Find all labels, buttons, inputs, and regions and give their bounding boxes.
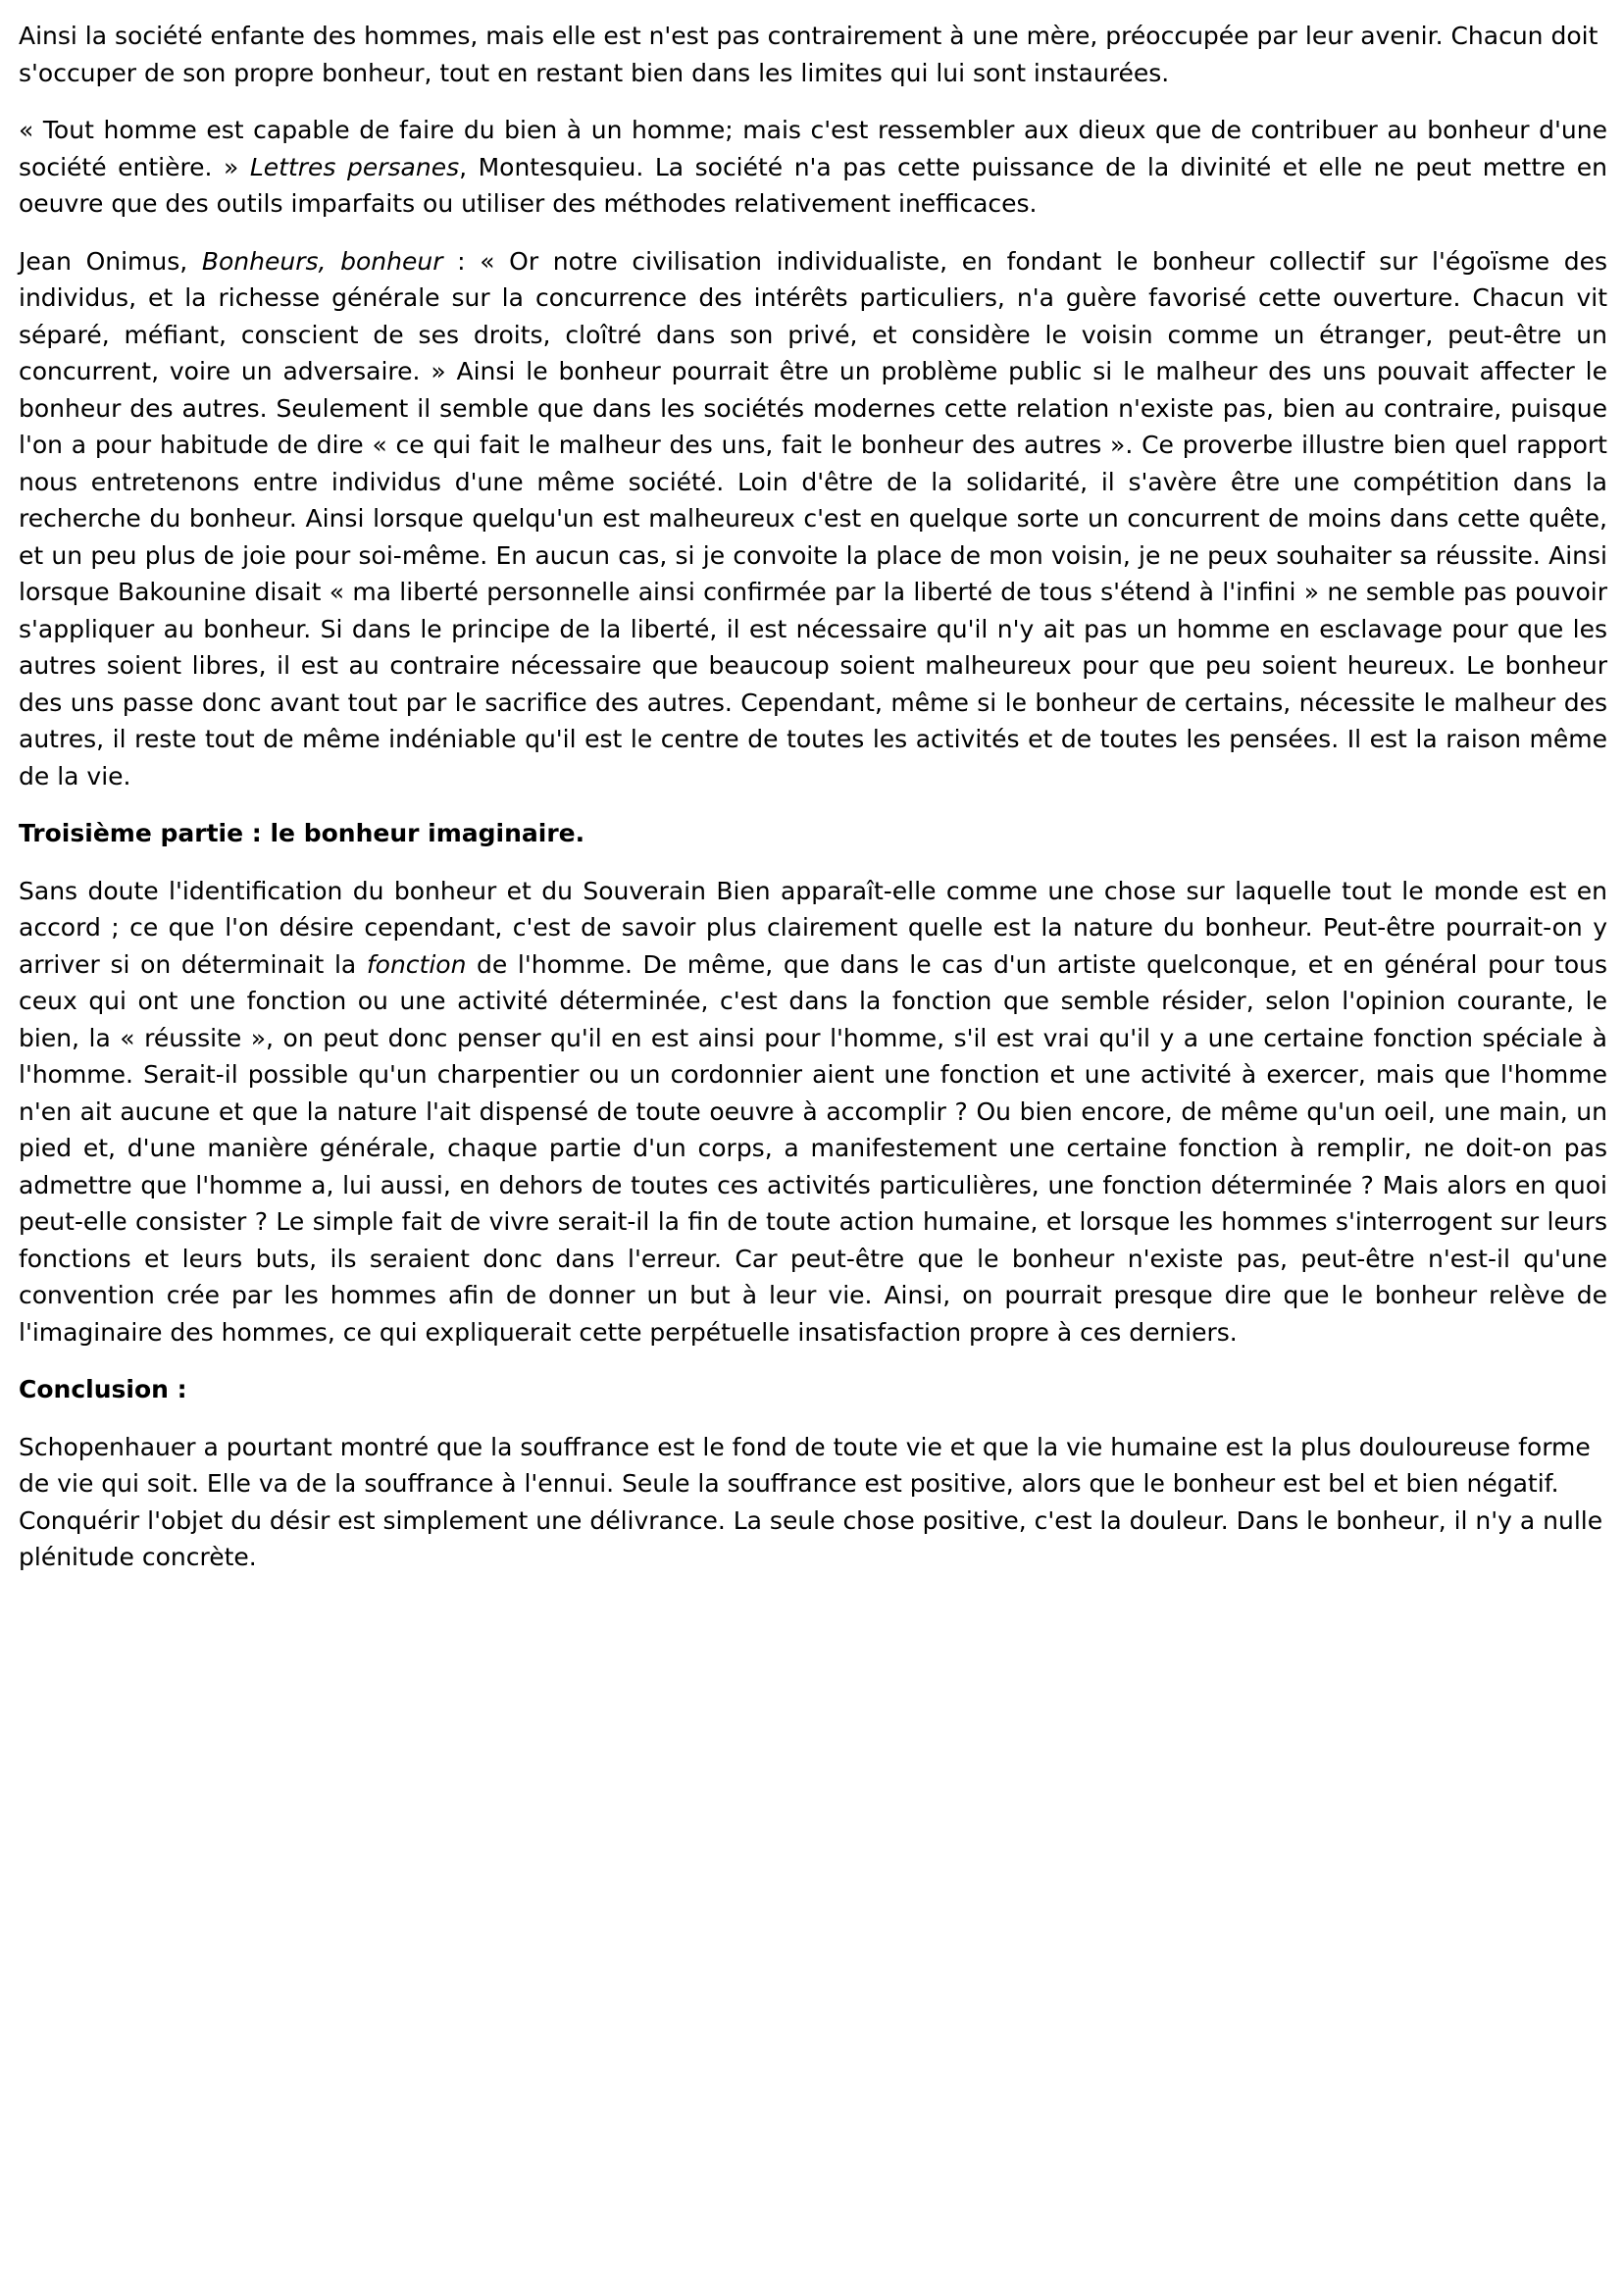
paragraph-montesquieu <box>19 112 1607 223</box>
paragraph-society <box>19 18 1607 91</box>
document-page <box>19 18 1607 1597</box>
work-title-lettres-persanes: Lettres persanes <box>249 152 460 181</box>
emphasis-fonction: fonction <box>366 949 467 979</box>
conclusion-text: Schopenhauer a pourtant montré que la souffrance est le fond de toute vie et que la vie humaine est la plus douloureuse forme de vie qui soit. Elle va de la souffrance à l'ennui. Seule la souffrance est positive, alors que le bonheur est bel et bien négatif. Conquérir l'objet du désir est simplement une délivrance. La seule chose positive, c'est la douleur. Dans le bonheur, il n'y a nulle plénitude concrète. <box>19 1432 1603 1571</box>
paragraph-imaginary-happiness <box>19 873 1607 1351</box>
imaginary-happiness-intro: Sans doute l'identification du bonheur et du Souverain Bien apparaît-elle comme une chose sur laquelle tout le monde est en accord ; ce que l'on désire cependant, c'est de savoir plus clairement quelle est la nature du bonheur. Peut-être pourrait-on y arriver si on déterminait la <box>19 876 1607 979</box>
montesquieu-commentary: , Montesquieu. La société n'a pas cette puissance de la divinité et elle ne peut mettre en oeuvre que des outils imparfaits ou utiliser des méthodes relativement inefficaces. <box>19 152 1608 218</box>
montesquieu-quote: « Tout homme est capable de faire du bien à un homme; mais c'est ressembler aux dieux que de contribuer au bonheur d'une société entière. » <box>19 116 1607 181</box>
paragraph-onimus <box>19 243 1607 795</box>
onimus-commentary: : « Or notre civilisation individualiste, en fondant le bonheur collectif sur l'égoïsme des individus, et la richesse générale sur la concurrence des intérêts particuliers, n'a guère favorisé cette ouverture. Chacun vit séparé, méfiant, conscient de ses droits, cloîtré dans son privé, et considère le voisin comme un étranger, peut-être un concurrent, voire un adversaire. » Ainsi le bonheur pourrait être un problème public si le malheur des uns pouvait affecter le bonheur des autres. Seulement il semble que dans les sociétés modernes cette relation n'existe pas, bien au contraire, puisque l'on a pour habitude de dire « ce qui fait le malheur des uns, fait le bonheur des autres ». Ce proverbe illustre bien quel rapport nous entretenons entre individus d'une même société. Loin d'être de la solidarité, il s'avère être une compétition dans la recherche du bonheur. Ainsi lorsque quelqu'un est malheureux c'est en quelque sorte un concurrent de moins dans cette quête, et un peu plus de joie pour soi-même. En aucun cas, si je convoite la place de mon voisin, je ne peux souhaiter sa réussite. Ainsi lorsque Bakounine disait « ma liberté personnelle ainsi confirmée par la liberté de tous s'étend à l'infini » ne semble pas pouvoir s'appliquer au bonheur. Si dans le principe de la liberté, il est nécessaire qu'il n'y ait pas un homme en esclavage pour que les autres soient libres, il est au contraire nécessaire que beaucoup soient malheureux pour que peu soient heureux. Le bonheur des uns passe donc avant tout par le sacrifice des autres. Cependant, même si le bonheur de certains, nécessite le malheur des autres, il reste tout de même indéniable qu'il est le centre de toutes les activités et de toutes les pensées. Il est la raison même de la vie. <box>19 246 1608 790</box>
paragraph-conclusion <box>19 1429 1607 1576</box>
imaginary-happiness-body: de l'homme. De même, que dans le cas d'un artiste quelconque, et en général pour tous ceux qui ont une fonction ou une activité déterminée, c'est dans la fonction que semble résider, selon l'opinion courante, le bien, la « réussite », on peut donc penser qu'il en est ainsi pour l'homme, s'il est vrai qu'il y a une certaine fonction spéciale à l'homme. Serait-il possible qu'un charpentier ou un cordonnier aient une fonction et une activité à exercer, mais que l'homme n'en ait aucune et que la nature l'ait dispensé de toute oeuvre à accomplir ? Ou bien encore, de même qu'un oeil, une main, un pied et, d'une manière générale, chaque partie d'un corps, a manifestement une certaine fonction à remplir, ne doit-on pas admettre que l'homme a, lui aussi, en dehors de toutes ces activités particulières, une fonction déterminée ? Mais alors en quoi peut-elle consister ? Le simple fait de vivre serait-il la fin de toute action humaine, et lorsque les hommes s'interrogent sur leurs fonctions et leurs buts, ils seraient donc dans l'erreur. Car peut-être que le bonheur n'existe pas, peut-être n'est-il qu'une convention crée par les hommes afin de donner un but à leur vie. Ainsi, on pourrait presque dire que le bonheur relève de l'imaginaire des hommes, ce qui expliquerait cette perpétuelle insatisfaction propre à ces derniers. <box>19 949 1607 1347</box>
onimus-author: Jean Onimus, <box>19 246 202 276</box>
heading-conclusion: Conclusion : <box>19 1375 187 1403</box>
paragraph-society-text: Ainsi la société enfante des hommes, mais elle est n'est pas contrairement à une mère, préoccupée par leur avenir. Chacun doit s'occuper de son propre bonheur, tout en restant bien dans les limites qui lui sont instaurées. <box>19 22 1599 87</box>
heading-part-three: Troisième partie : le bonheur imaginaire. <box>19 819 585 847</box>
work-title-bonheurs-bonheur: Bonheurs, bonheur <box>201 246 443 276</box>
